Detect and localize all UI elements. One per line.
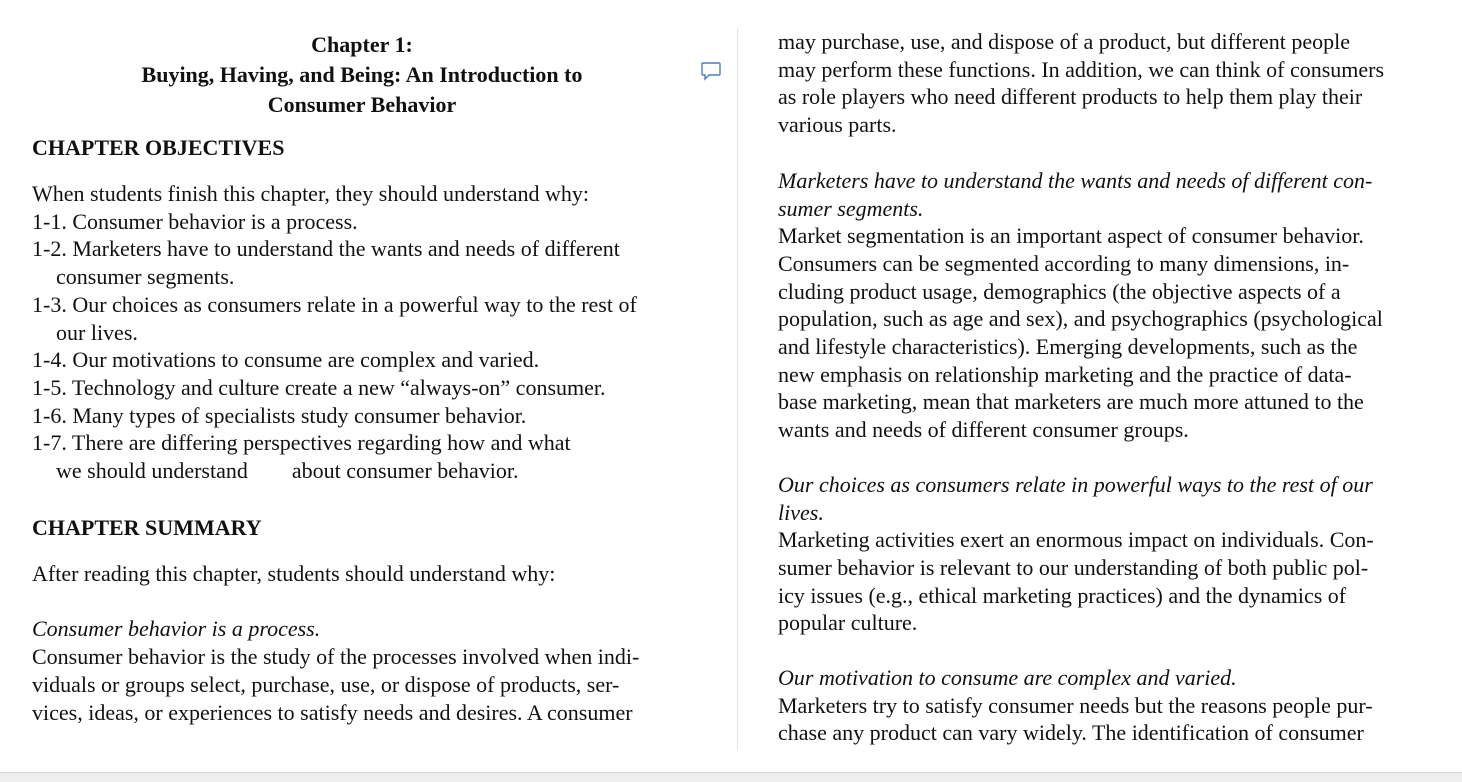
body-line: sumer behavior is relevant to our understanding of both public pol- (778, 554, 1369, 580)
objectives-intro: When students finish this chapter, they should understand why: (32, 181, 589, 206)
body-line: vices, ideas, or experiences to satisfy needs and desires. A consumer (32, 699, 633, 725)
body-line: and lifestyle characteristics). Emerging developments, such as the (778, 334, 1358, 360)
left-column (32, 28, 702, 726)
objective-item: 1-6. Many types of specialists study consumer behavior. (32, 402, 527, 428)
objective-item-continued: our lives. (56, 319, 138, 345)
body-line: cluding product usage, demographics (the objective aspects of a (778, 278, 1341, 304)
section-title: Our motivation to consume are complex and varied. (778, 665, 1237, 691)
body-line: popular culture. (778, 610, 918, 636)
section-title: Consumer behavior is a process. (32, 616, 321, 642)
body-line: various parts. (778, 112, 897, 138)
body-line: viduals or groups select, purchase, use, or dispose of products, ser- (32, 671, 620, 697)
summary-intro: After reading this chapter, students should understand why: (32, 560, 556, 586)
comment-icon[interactable] (700, 60, 722, 82)
body-line: icy issues (e.g., ethical marketing practices) and the dynamics of (778, 582, 1347, 608)
section-title: Our choices as consumers relate in powerful ways to the rest of our (778, 471, 1373, 497)
objective-item: 1-5. Technology and culture create a new “always-on” consumer. (32, 374, 606, 400)
summary-heading: CHAPTER SUMMARY (32, 514, 262, 540)
body-line: chase any product can vary widely. The identification of consumer (778, 720, 1364, 746)
body-line: may perform these functions. In addition, we can think of consumers (778, 56, 1385, 82)
chapter-title-line: Consumer Behavior (267, 92, 457, 117)
body-line: Marketing activities exert an enormous impact on individuals. Con- (778, 527, 1374, 553)
body-line: wants and needs of different consumer groups. (778, 417, 1189, 443)
section-title: Marketers have to understand the wants and needs of different con- (778, 167, 1373, 193)
objective-item: 1-1. Consumer behavior is a process. (32, 208, 358, 234)
objective-item-continued (32, 457, 702, 485)
body-line: Consumers can be segmented according to many dimensions, in- (778, 250, 1350, 276)
objective-item: 1-4. Our motivations to consume are complex and varied. (32, 347, 540, 373)
objective-item-continued: consumer segments. (56, 264, 235, 290)
objective-text: we should understand (56, 458, 248, 484)
objective-item: 1-3. Our choices as consumers relate in a powerful way to the rest of (32, 291, 637, 317)
chapter-title (32, 30, 692, 120)
body-line: population, such as age and sex), and psychographics (psychological (778, 306, 1383, 332)
right-column (778, 28, 1448, 747)
objective-item: 1-2. Marketers have to understand the wants and needs of different (32, 236, 620, 262)
section-title: lives. (778, 499, 824, 525)
body-line: Marketers try to satisfy consumer needs but the reasons people pur- (778, 692, 1373, 718)
objective-item: 1-7. There are differing perspectives regarding how and what (32, 430, 571, 456)
body-line: new emphasis on relationship marketing and the practice of data- (778, 361, 1352, 387)
body-line: base marketing, mean that marketers are much more attuned to the (778, 389, 1364, 415)
column-divider (737, 28, 738, 750)
chapter-title-line: Chapter 1: (311, 32, 413, 57)
objective-text: about consumer behavior. (291, 458, 519, 484)
body-line: as role players who need different products to help them play their (778, 84, 1363, 110)
body-line: may purchase, use, and dispose of a product, but different people (778, 29, 1351, 54)
body-line: Consumer behavior is the study of the processes involved when indi- (32, 644, 640, 670)
chapter-title-line: Buying, Having, and Being: An Introduction to (141, 62, 583, 87)
objectives-heading: CHAPTER OBJECTIVES (32, 135, 285, 160)
section-title: sumer segments. (778, 195, 924, 221)
body-line: Market segmentation is an important aspect of consumer behavior. (778, 223, 1364, 249)
